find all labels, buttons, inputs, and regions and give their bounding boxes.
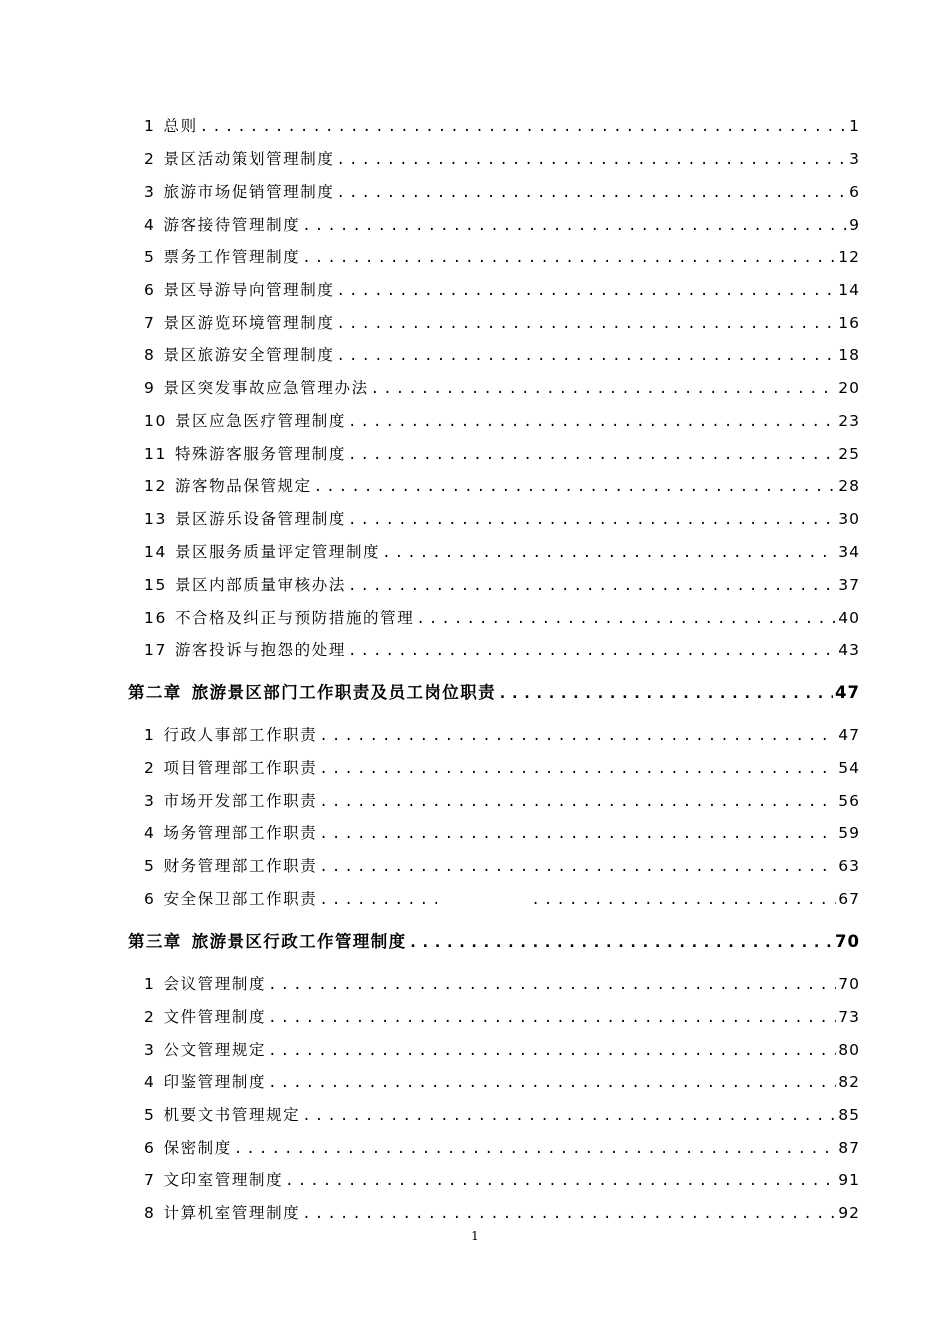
- toc-leader-dots: [348, 508, 836, 531]
- toc-entry-number: 8: [144, 1204, 156, 1222]
- toc-entry[interactable]: [144, 343, 860, 367]
- toc-leader-dots: [382, 541, 836, 564]
- toc-entry-number: 4: [144, 824, 156, 842]
- toc-entry-page: 54: [838, 759, 860, 777]
- toc-leader-dots: [416, 607, 836, 630]
- toc-entry-title: 游客物品保管规定: [174, 477, 312, 495]
- toc-entry[interactable]: [144, 887, 860, 911]
- toc-entry-page: 16: [838, 314, 860, 332]
- toc-entry[interactable]: [144, 756, 860, 780]
- toc-entry-page: 37: [838, 576, 860, 594]
- page-number: 1: [471, 1229, 479, 1243]
- toc-entry-page: 20: [838, 379, 860, 397]
- toc-entry-number: 14: [144, 543, 167, 561]
- toc-chapter-2[interactable]: [128, 680, 860, 706]
- toc-entry-title: 安全保卫部工作职责: [163, 890, 318, 908]
- toc-entry-page: 73: [838, 1008, 860, 1026]
- toc-entry[interactable]: [144, 1038, 860, 1062]
- toc-entry-title: 会议管理制度: [163, 975, 267, 993]
- toc-leader-dots: [348, 410, 836, 433]
- toc-leader-dots: [319, 888, 437, 911]
- toc-leader-dots: [319, 790, 836, 813]
- toc-entry[interactable]: [144, 409, 860, 433]
- toc-entry-title: 文件管理制度: [163, 1008, 267, 1026]
- toc-leader-dots: [348, 574, 836, 597]
- toc-entry-page: 82: [838, 1073, 860, 1091]
- toc-entry-number: 2: [144, 759, 156, 777]
- toc-entry[interactable]: [144, 1103, 860, 1127]
- toc-entry-page: 91: [838, 1171, 860, 1189]
- toc-entry[interactable]: [144, 854, 860, 878]
- toc-entry[interactable]: [144, 147, 860, 171]
- toc-entry-number: 10: [144, 412, 167, 430]
- toc-entry-title: 景区活动策划管理制度: [163, 150, 335, 168]
- toc-entry-number: 16: [144, 609, 167, 627]
- toc-entry-page: 18: [838, 346, 860, 364]
- toc-leader-dots: [319, 822, 836, 845]
- toc-entry-number: 2: [144, 1008, 156, 1026]
- toc-entry-number: 5: [144, 857, 156, 875]
- toc-entry[interactable]: [144, 180, 860, 204]
- toc-entry[interactable]: [144, 821, 860, 845]
- toc-entry-title: 财务管理部工作职责: [163, 857, 318, 875]
- toc-entry-number: 7: [144, 314, 156, 332]
- toc-entry-number: 12: [144, 477, 167, 495]
- toc-entry-title: 特殊游客服务管理制度: [174, 445, 346, 463]
- toc-entry[interactable]: [144, 442, 860, 466]
- toc-leader-dots: [302, 246, 836, 269]
- toc-entry-title: 景区游乐设备管理制度: [174, 510, 346, 528]
- toc-entry[interactable]: [144, 376, 860, 400]
- toc-chapter-page: 47: [835, 683, 860, 702]
- toc-entry-page: 92: [838, 1204, 860, 1222]
- toc-entry-title: 不合格及纠正与预防措施的管理: [174, 609, 415, 627]
- toc-leader-dots: [371, 377, 837, 400]
- toc-entry-number: 15: [144, 576, 167, 594]
- toc-entry-title: 景区应急医疗管理制度: [174, 412, 346, 430]
- toc-entry-number: 5: [144, 1106, 156, 1124]
- toc-leader-dots: [268, 1071, 836, 1094]
- toc-leader-dots: [336, 279, 836, 302]
- toc-entry-page: 28: [838, 477, 860, 495]
- toc-leader-dots: [302, 214, 847, 237]
- toc-entry-page: 1: [849, 117, 860, 135]
- toc-leader-dots: [302, 1104, 836, 1127]
- toc-entry[interactable]: [144, 1201, 860, 1225]
- toc-entry-title: 旅游市场促销管理制度: [163, 183, 335, 201]
- toc-leader-dots: [336, 181, 847, 204]
- toc-entry-page: 59: [838, 824, 860, 842]
- toc-entry-page: 12: [838, 248, 860, 266]
- toc-entry-page: 87: [838, 1139, 860, 1157]
- toc-entry[interactable]: [144, 540, 860, 564]
- toc-chapter-title: 旅游景区行政工作管理制度: [191, 932, 407, 951]
- toc-entry-page: 70: [838, 975, 860, 993]
- toc-entry-page: 85: [838, 1106, 860, 1124]
- toc-entry-number: 1: [144, 975, 156, 993]
- toc-entry-title: 景区突发事故应急管理办法: [163, 379, 369, 397]
- toc-entry[interactable]: [144, 723, 860, 747]
- toc-leader-dots: [531, 888, 836, 911]
- toc-entry-number: 3: [144, 1041, 156, 1059]
- toc-leader-dots: [348, 639, 836, 662]
- toc-entry-title: 保密制度: [163, 1139, 232, 1157]
- toc-entry-number: 4: [144, 1073, 156, 1091]
- toc-entry[interactable]: [144, 1005, 860, 1029]
- toc-entry-number: 1: [144, 117, 156, 135]
- toc-leader-dots: [268, 1006, 836, 1029]
- toc-entry-title: 项目管理部工作职责: [163, 759, 318, 777]
- toc-leader-dots: [336, 312, 836, 335]
- toc-entry-title: 文印室管理制度: [163, 1171, 284, 1189]
- toc-entry[interactable]: [144, 507, 860, 531]
- toc-chapter-page: 70: [835, 932, 860, 951]
- toc-entry-title: 景区游览环境管理制度: [163, 314, 335, 332]
- toc-entry-title: 游客投诉与抱怨的处理: [174, 641, 346, 659]
- toc-entry-page: 67: [838, 890, 860, 908]
- toc-chapter-title: 旅游景区部门工作职责及员工岗位职责: [191, 683, 497, 702]
- toc-entry[interactable]: [144, 311, 860, 335]
- toc-entry-title: 景区服务质量评定管理制度: [174, 543, 381, 561]
- toc-entry[interactable]: [144, 213, 860, 237]
- toc-leader-dots: [319, 855, 836, 878]
- toc-entry-number: 13: [144, 510, 167, 528]
- toc-entry[interactable]: [144, 278, 860, 302]
- toc-leader-dots: [285, 1169, 836, 1192]
- toc-chapter-number: 第二章: [128, 683, 182, 702]
- toc-entry-page: 23: [838, 412, 860, 430]
- toc-leader-dots: [234, 1137, 836, 1160]
- toc-entry-title: 景区导游导向管理制度: [163, 281, 335, 299]
- toc-entry-title: 印鉴管理制度: [163, 1073, 267, 1091]
- toc-leader-dots: [319, 757, 836, 780]
- toc-entry-number: 6: [144, 890, 156, 908]
- toc-entry[interactable]: [144, 638, 860, 662]
- toc-entry-page: 34: [838, 543, 860, 561]
- toc-entry[interactable]: [144, 972, 860, 996]
- toc-entry-title: 计算机室管理制度: [163, 1204, 301, 1222]
- toc-leader-dots: [319, 724, 836, 747]
- toc-entry-title: 场务管理部工作职责: [163, 824, 318, 842]
- toc-entry-number: 11: [144, 445, 167, 463]
- toc-entry-page: 43: [838, 641, 860, 659]
- toc-entry-title: 景区内部质量审核办法: [174, 576, 346, 594]
- toc-entry-title: 行政人事部工作职责: [163, 726, 318, 744]
- toc-entry[interactable]: [144, 1168, 860, 1192]
- toc-entry-page: 3: [849, 150, 860, 168]
- toc-leader-dots: [268, 1039, 836, 1062]
- toc-leader-dots: [498, 680, 833, 706]
- toc-entry-number: 8: [144, 346, 156, 364]
- toc-chapter-number: 第三章: [128, 932, 182, 951]
- toc-entry-number: 6: [144, 281, 156, 299]
- toc-leader-dots: [268, 973, 836, 996]
- toc-entry-title: 游客接待管理制度: [163, 216, 301, 234]
- toc-leader-dots: [336, 148, 847, 171]
- toc-entry-number: 9: [144, 379, 156, 397]
- toc-entry-page: 63: [838, 857, 860, 875]
- toc-entry[interactable]: [144, 474, 860, 498]
- toc-entry-title: 票务工作管理制度: [163, 248, 301, 266]
- toc-entry-number: 1: [144, 726, 156, 744]
- toc-entry[interactable]: [144, 114, 860, 138]
- toc-entry-number: 17: [144, 641, 167, 659]
- toc-leader-dots: [348, 443, 836, 466]
- toc-entry-number: 5: [144, 248, 156, 266]
- toc-entry-page: 9: [849, 216, 860, 234]
- toc-entry-title: 景区旅游安全管理制度: [163, 346, 335, 364]
- toc-entry-page: 56: [838, 792, 860, 810]
- toc-leader-dots: [200, 115, 847, 138]
- toc-entry-page: 14: [838, 281, 860, 299]
- toc-chapter-3[interactable]: [128, 929, 860, 955]
- toc-leader-dots: [409, 929, 834, 955]
- toc-entry[interactable]: [144, 573, 860, 597]
- toc-entry-title: 公文管理规定: [163, 1041, 267, 1059]
- toc-entry-page: 6: [849, 183, 860, 201]
- toc-entry[interactable]: [144, 245, 860, 269]
- toc-entry-number: 3: [144, 792, 156, 810]
- toc-entry-title: 机要文书管理规定: [163, 1106, 301, 1124]
- toc-entry-page: 80: [838, 1041, 860, 1059]
- toc-leader-dots: [302, 1202, 836, 1225]
- toc-leader-dots: [314, 475, 837, 498]
- toc-entry-page: 30: [838, 510, 860, 528]
- toc-entry-number: 4: [144, 216, 156, 234]
- toc-entry-page: 40: [838, 609, 860, 627]
- toc-entry-number: 2: [144, 150, 156, 168]
- toc-entry[interactable]: [144, 606, 860, 630]
- toc-entry-number: 6: [144, 1139, 156, 1157]
- toc-entry-number: 7: [144, 1171, 156, 1189]
- toc-entry[interactable]: [144, 789, 860, 813]
- toc-entry[interactable]: [144, 1070, 860, 1094]
- toc-leader-dots: [336, 344, 836, 367]
- toc-entry-page: 25: [838, 445, 860, 463]
- toc-entry-page: 47: [838, 726, 860, 744]
- toc-entry-title: 总则: [163, 117, 198, 135]
- toc-entry-number: 3: [144, 183, 156, 201]
- toc-entry-title: 市场开发部工作职责: [163, 792, 318, 810]
- toc-entry[interactable]: [144, 1136, 860, 1160]
